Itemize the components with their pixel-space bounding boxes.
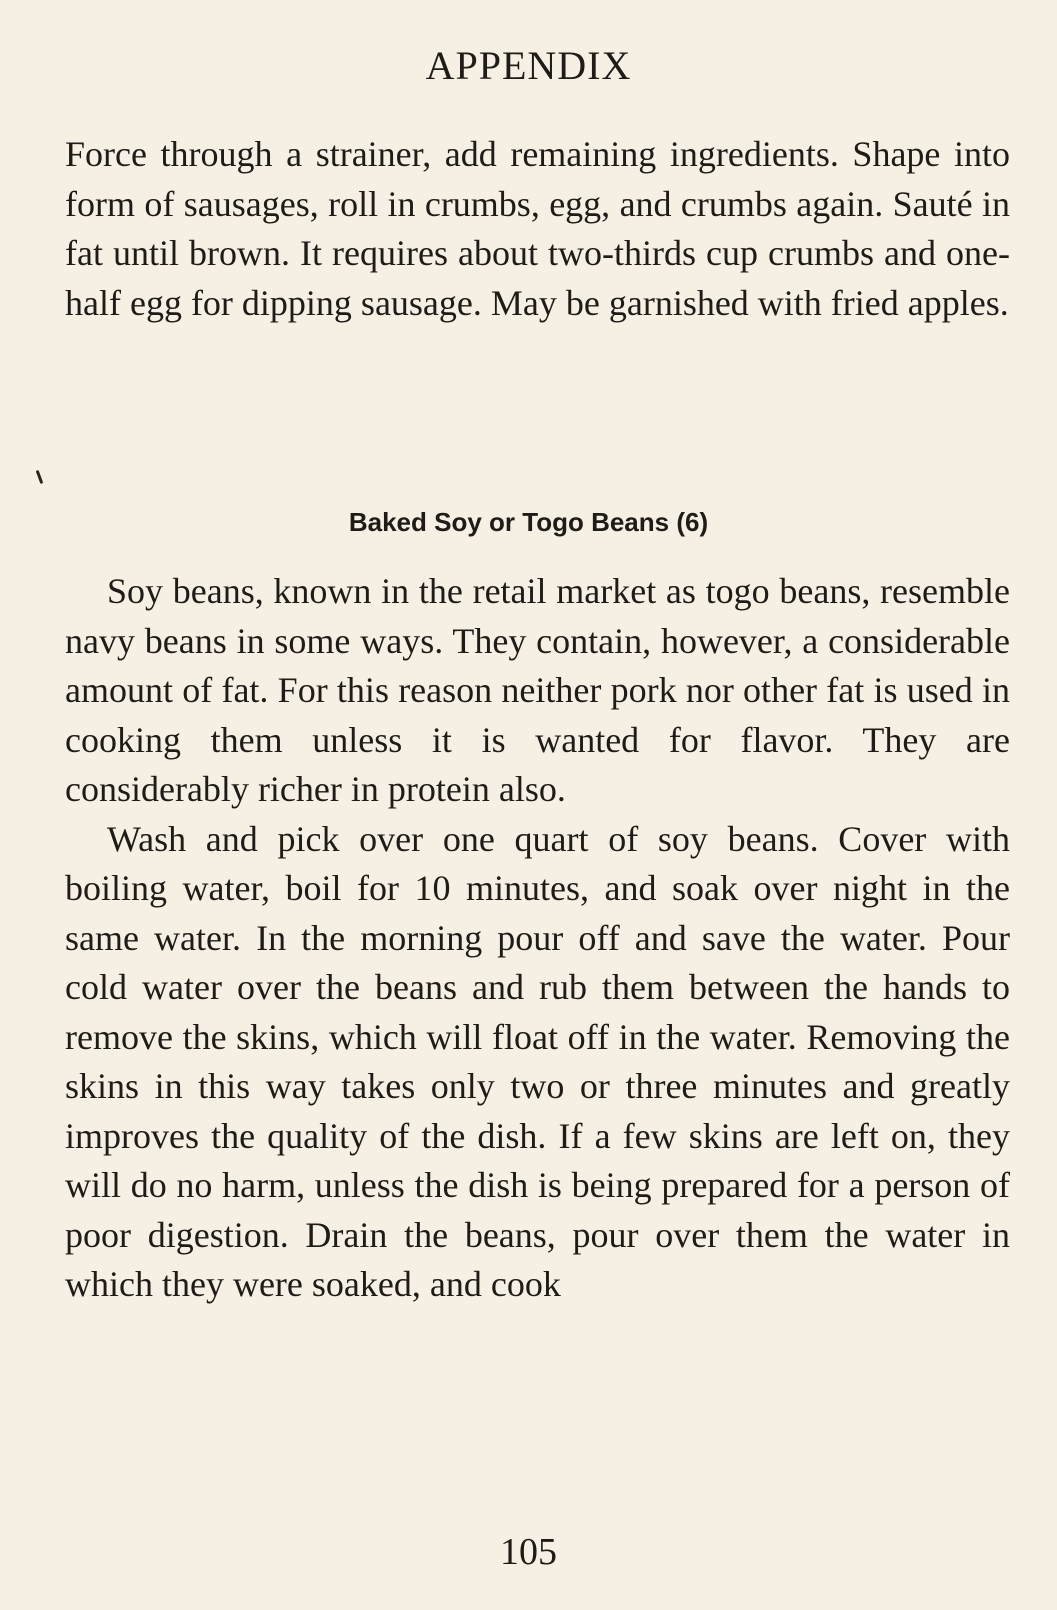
page-number: 105 [500, 1531, 557, 1573]
continued-recipe-text [65, 130, 1010, 328]
recipe-body-text [65, 567, 1010, 1310]
paragraph: Force through a strainer, add remaining ingredients. Shape into form of sausages, roll in crumbs, egg, and crumbs again. Sauté in fat until brown. It requires about two-thirds cup crumbs and one-half egg for dipping sausage. May be garnished with fried apples. [65, 134, 1010, 323]
paper-speck [36, 470, 44, 484]
paragraph: Soy beans, known in the retail market as togo beans, resemble navy beans in some ways. They contain, however, a considerable amount of fat. For this reason neither pork nor other fat is used in cooking them unless it is wanted for flavor. They are considerably richer in protein also. [65, 571, 1010, 809]
running-head: APPENDIX [425, 43, 632, 88]
recipe-heading: Baked Soy or Togo Beans (6) [348, 507, 709, 537]
paragraph: Wash and pick over one quart of soy beans. Cover with boiling water, boil for 10 minutes, and soak over night in the same water. In the morning pour off and save the water. Pour cold water over the beans and rub them between the hands to remove the skins, which will float off in the water. Removing the skins in this way takes only two or three minutes and greatly improves the quality of the dish. If a few skins are left on, they will do no harm, unless the dish is being prepared for a person of poor digestion. Drain the beans, pour over them the water in which they were soaked, and cook [65, 818, 1010, 1304]
